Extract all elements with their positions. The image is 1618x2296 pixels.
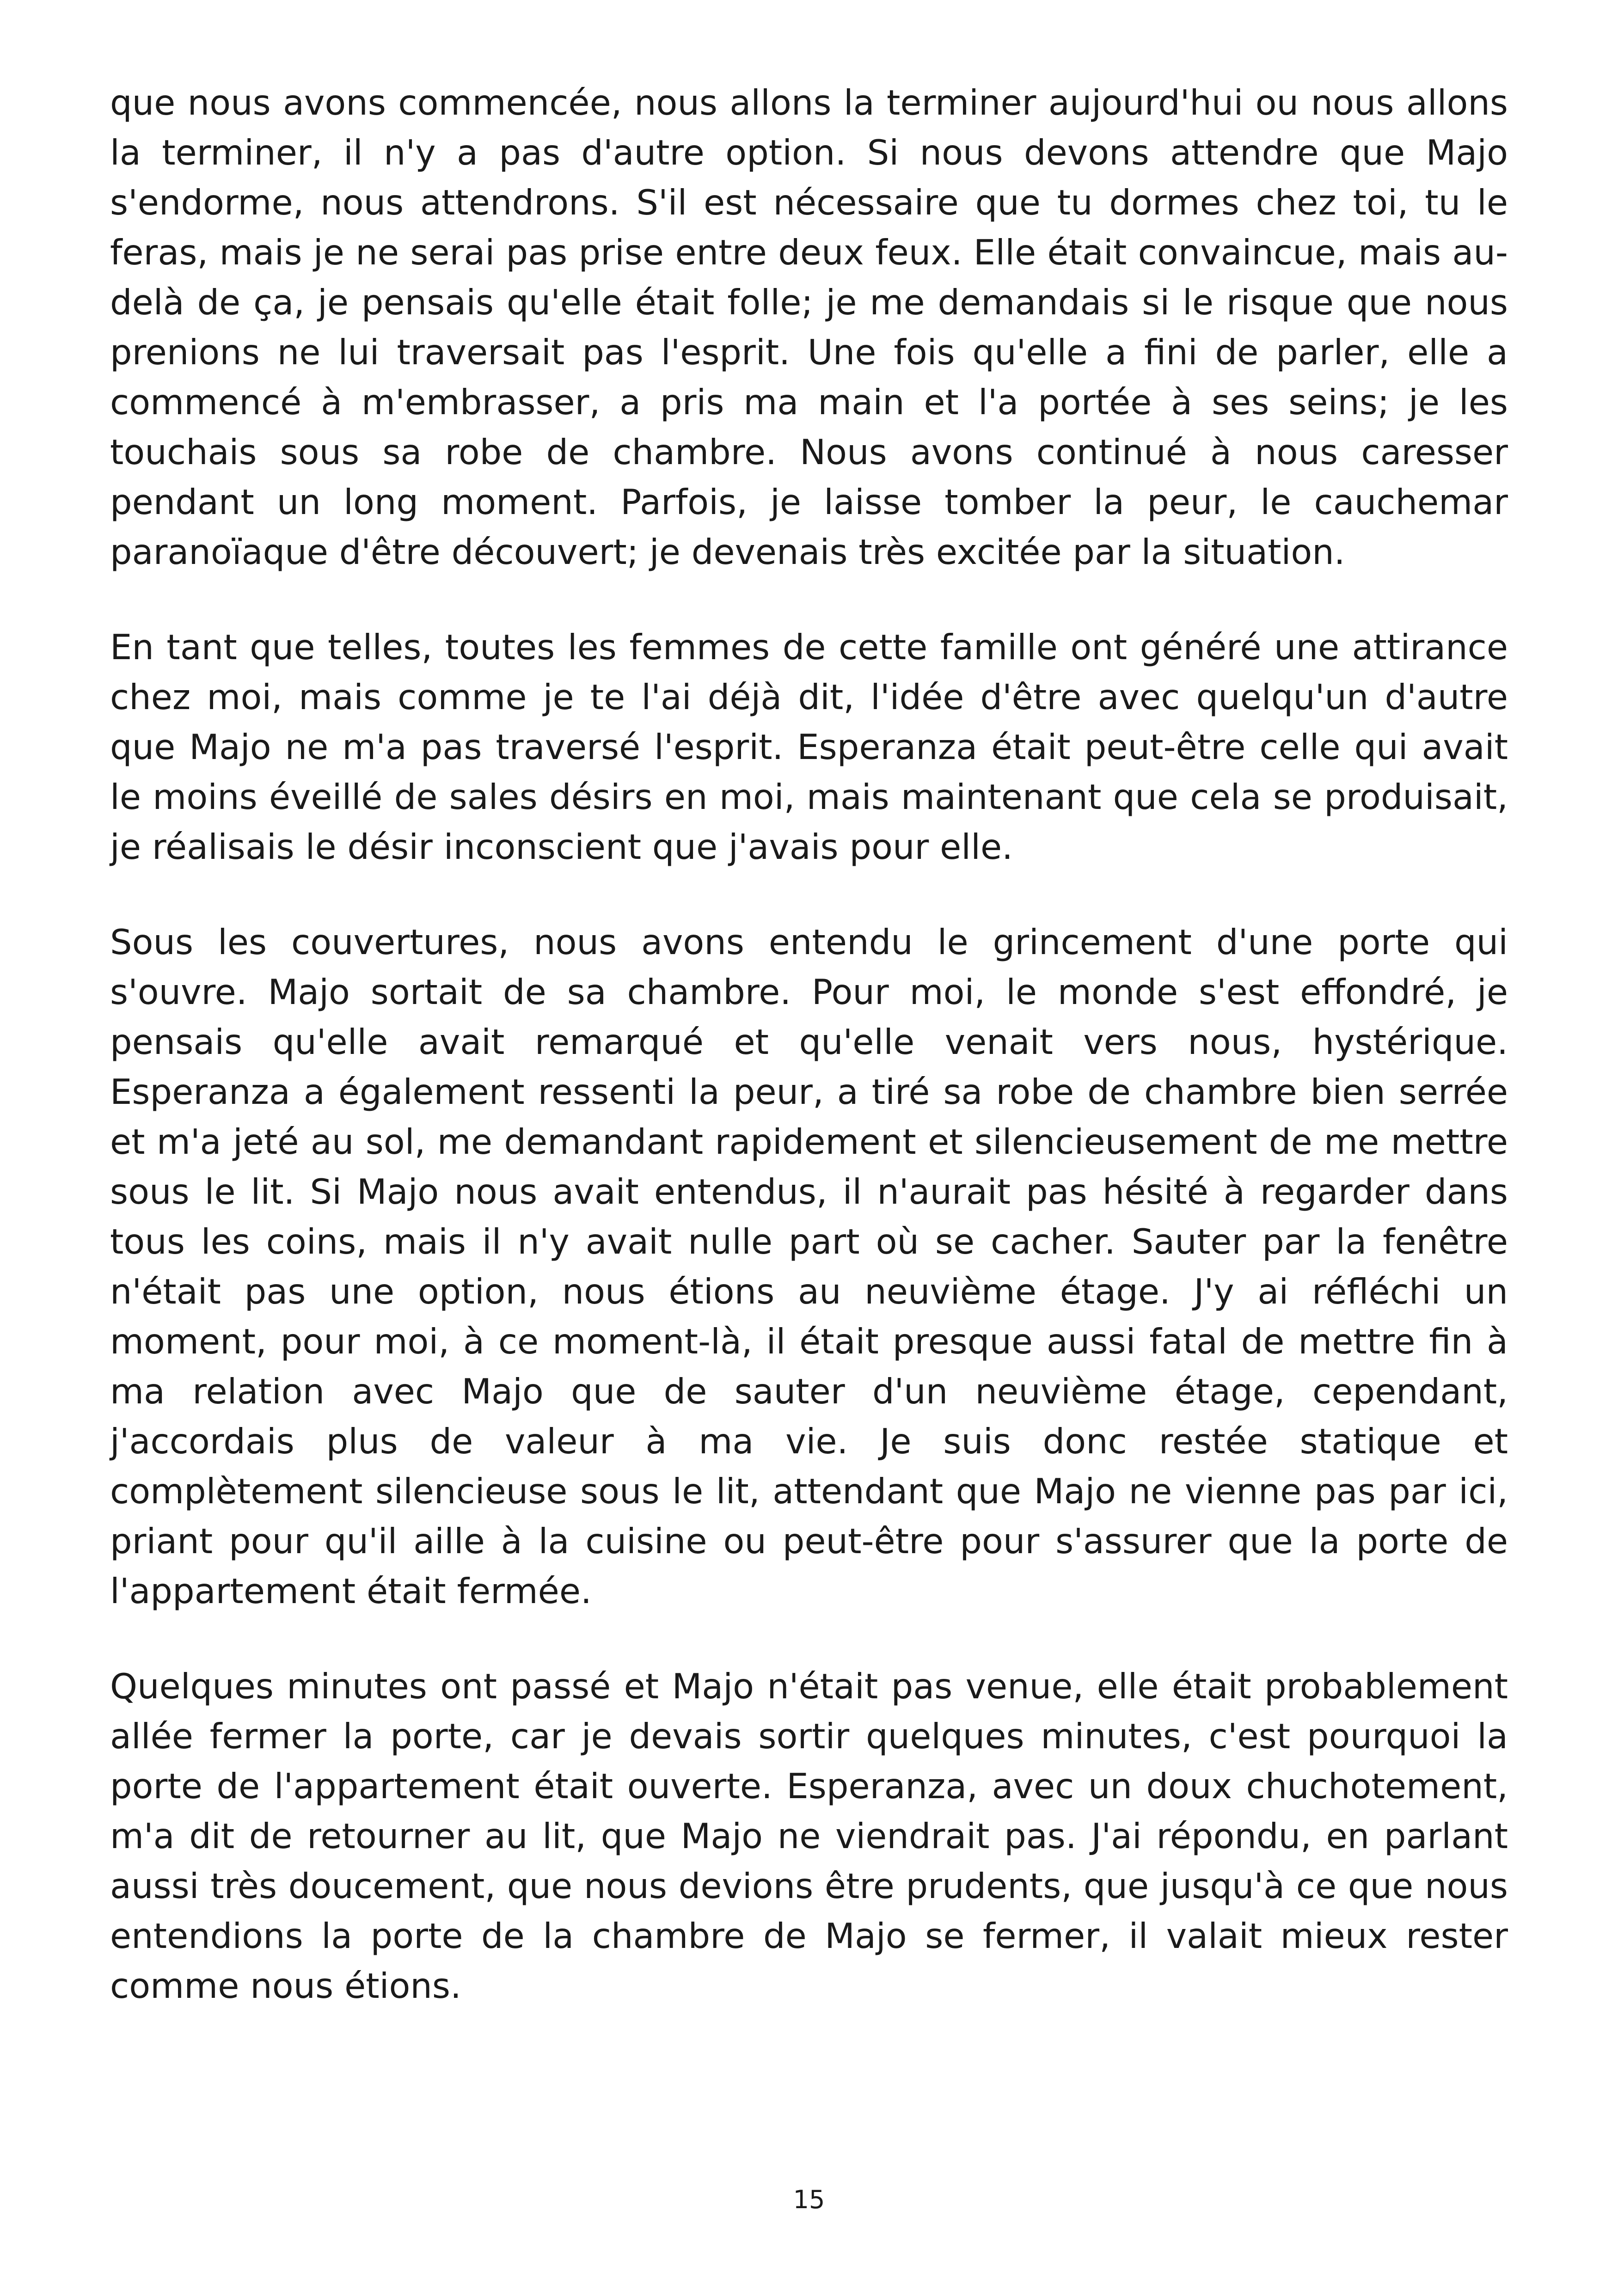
page-number: 15 — [793, 2185, 825, 2214]
paragraph-3: Sous les couvertures, nous avons entendu le grincement d'une porte qui s'ouvre. Majo sortait de sa chambre. Pour moi, le monde s'est effondré, je pensais qu'elle avait remarqué et qu'elle venait vers nous, hystérique. Esperanza a également ressenti la peur, a tiré sa robe de chambre bien serrée et m'a jeté au sol, me demandant rapidement et silencieusement de me mettre sous le lit. Si Majo nous avait entendus, il n'aurait pas hésité à regarder dans tous les coins, mais il n'y avait nulle part où se cacher. Sauter par la fenêtre n'était pas une option, nous étions au neuvième étage. J'y ai réfléchi un moment, pour moi, à ce moment-là, il était presque aussi fatal de mettre fin à ma relation avec Majo que de sauter d'un neuvième étage, cependant, j'accordais plus de valeur à ma vie. Je suis donc restée statique et complètement silencieuse sous le lit, attendant que Majo ne vienne pas par ici, priant pour qu'il aille à la cuisine ou peut-être pour s'assurer que la porte de l'appartement était fermée. — [110, 922, 1508, 1611]
paragraph-1: que nous avons commencée, nous allons la terminer aujourd'hui ou nous allons la terminer, il n'y a pas d'autre option. Si nous devons attendre que Majo s'endorme, nous attendrons. S'il est nécessaire que tu dormes chez toi, tu le feras, mais je ne serai pas prise entre deux feux. Elle était convaincue, mais au-delà de ça, je pensais qu'elle était folle; je me demandais si le risque que nous prenions ne lui traversait pas l'esprit. Une fois qu'elle a fini de parler, elle a commencé à m'embrasser, a pris ma main et l'a portée à ses seins; je les touchais sous sa robe de chambre. Nous avons continué à nous caresser pendant un long moment. Parfois, je laisse tomber la peur, le cauchemar paranoïaque d'être découvert; je devenais très excitée par la situation. — [110, 82, 1508, 572]
paragraph-2: En tant que telles, toutes les femmes de cette famille ont généré une attirance chez moi, mais comme je te l'ai déjà dit, l'idée d'être avec quelqu'un d'autre que Majo ne m'a pas traversé l'esprit. Esperanza était peut-être celle qui avait le moins éveillé de sales désirs en moi, mais maintenant que cela se produisait, je réalisais le désir inconscient que j'avais pour elle. — [110, 627, 1508, 867]
paragraph-4: Quelques minutes ont passé et Majo n'était pas venue, elle était probablement allée fermer la porte, car je devais sortir quelques minutes, c'est pourquoi la porte de l'appartement était ouverte. Esperanza, avec un doux chuchotement, m'a dit de retourner au lit, que Majo ne viendrait pas. J'ai répondu, en parlant aussi très doucement, que nous devions être prudents, que jusqu'à ce que nous entendions la porte de la chambre de Majo se fermer, il valait mieux rester comme nous étions. — [110, 1666, 1508, 2006]
body-text — [110, 78, 1508, 2056]
